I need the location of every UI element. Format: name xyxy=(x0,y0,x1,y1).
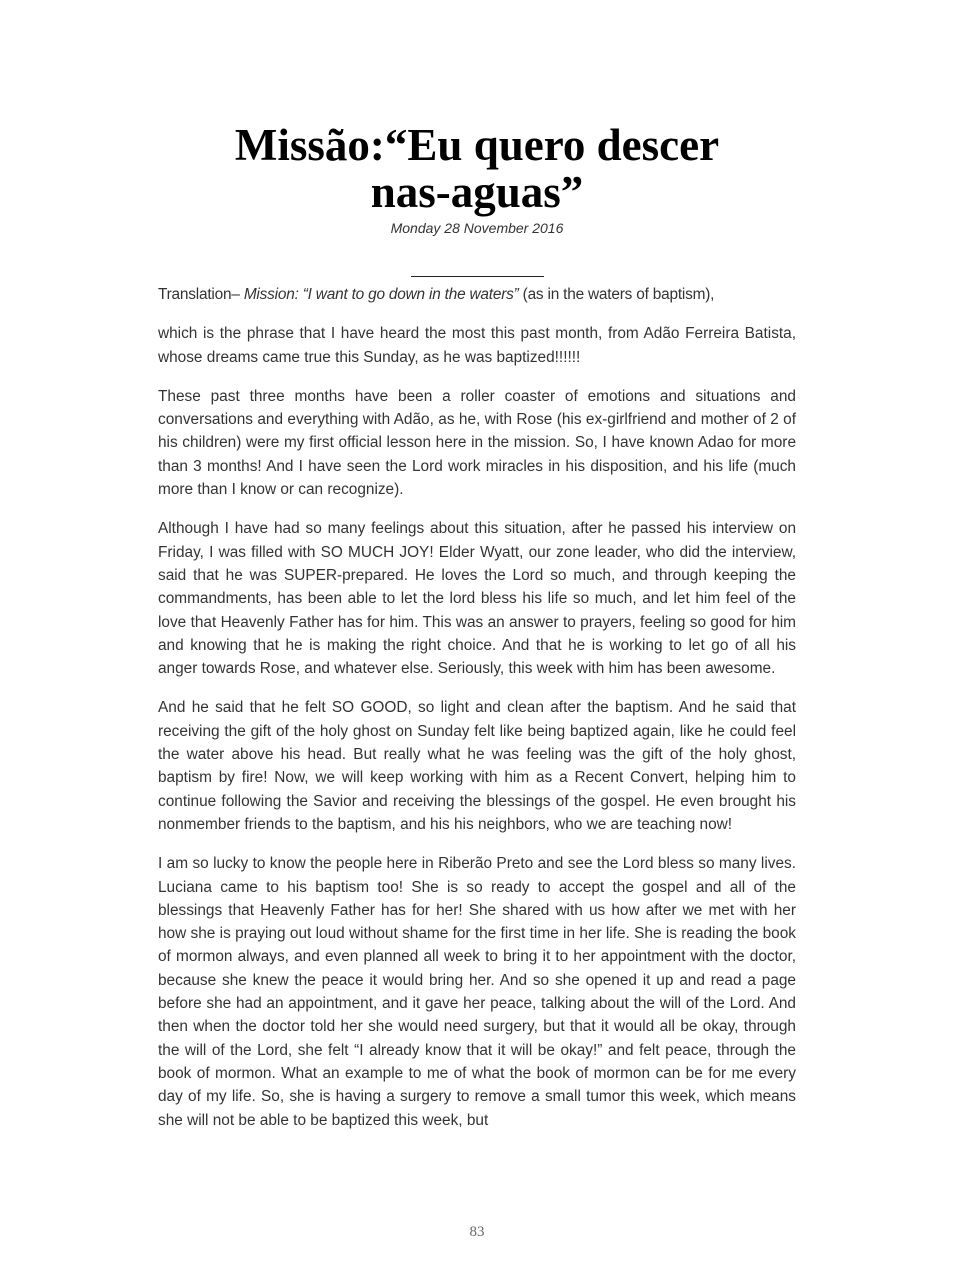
paragraph-2: These past three months have been a roller coaster of emotions and situations and conversations and everything with Adão, as he, with Rose (his ex-girlfriend and mother of 2 of his children) were my first official lesson here in the mission. So, I have known Adao for more than 3 months! And I have seen the Lord work miracles in his disposition, and his life (much more than I know or can recognize). xyxy=(158,387,796,499)
page-number: 83 xyxy=(469,1224,485,1240)
title-line-1: Missão:“Eu quero descer xyxy=(234,120,720,170)
translation-suffix: (as in the waters of baptism), xyxy=(518,286,715,303)
paragraph-5: I am so lucky to know the people here in Riberão Preto and see the Lord bless so many lives. Luciana came to his baptism too! She is so ready to accept the gospel and all of the blessings that Heavenly Father has for her! She shared with us how after we met with her how she is praying out loud without shame for the first time in her life. She is reading the book of mormon always, and even planned all week to bring it to her appointment with the doctor, because she knew the peace it would bring her. And so she opened it up and read a page before she had an appointment, and it gave her peace, talking about the will of the Lord. And then when the doctor told her she would need surgery, but that it would all be okay, through the will of the Lord, she felt “I already know that it will be okay!” and felt peace, through the book of mormon. What an example to me of what the book of mormon can be for me every day of my life. So, she is having a surgery to remove a small tumor this week, which means she will not be able to be baptized this week, but xyxy=(158,855,796,1129)
translation-prefix: Translation– xyxy=(158,286,244,303)
article-body xyxy=(158,283,796,1148)
title-divider xyxy=(411,276,544,277)
post-date: Monday 28 November 2016 xyxy=(390,220,564,236)
paragraph-3: Although I have had so many feelings about this situation, after he passed his interview on Friday, I was filled with SO MUCH JOY! Elder Wyatt, our zone leader, who did the interview, said that he was SUPER-prepared. He loves the Lord so much, and through keeping the commandments, has been able to let the lord bless his life so much, and let him feel of the love that Heavenly Father has for him. This was an answer to prayers, feeling so good for him and knowing that he is making the right choice. And that he is working to let go of all his anger towards Rose, and whatever else. Seriously, this week with him has been awesome. xyxy=(158,520,796,678)
title-line-2: nas-aguas” xyxy=(370,167,584,217)
translation-line xyxy=(158,283,796,306)
paragraph-1: which is the phrase that I have heard the most this past month, from Adão Ferreira Batista, whose dreams came true this Sunday, as he was baptized!!!!!! xyxy=(158,325,796,366)
page-title xyxy=(0,122,954,216)
translation-quote: Mission: “I want to go down in the waters” xyxy=(243,286,519,303)
paragraph-4: And he said that he felt SO GOOD, so light and clean after the baptism. And he said that receiving the gift of the holy ghost on Sunday felt like being baptized again, like he could feel the water above his head. But really what he was feeling was the gift of the holy ghost, baptism by fire! Now, we will keep working with him as a Recent Convert, helping him to continue following the Savior and receiving the blessings of the gospel. He even brought his nonmember friends to the baptism, and his his neighbors, who we are teaching now! xyxy=(158,699,796,833)
